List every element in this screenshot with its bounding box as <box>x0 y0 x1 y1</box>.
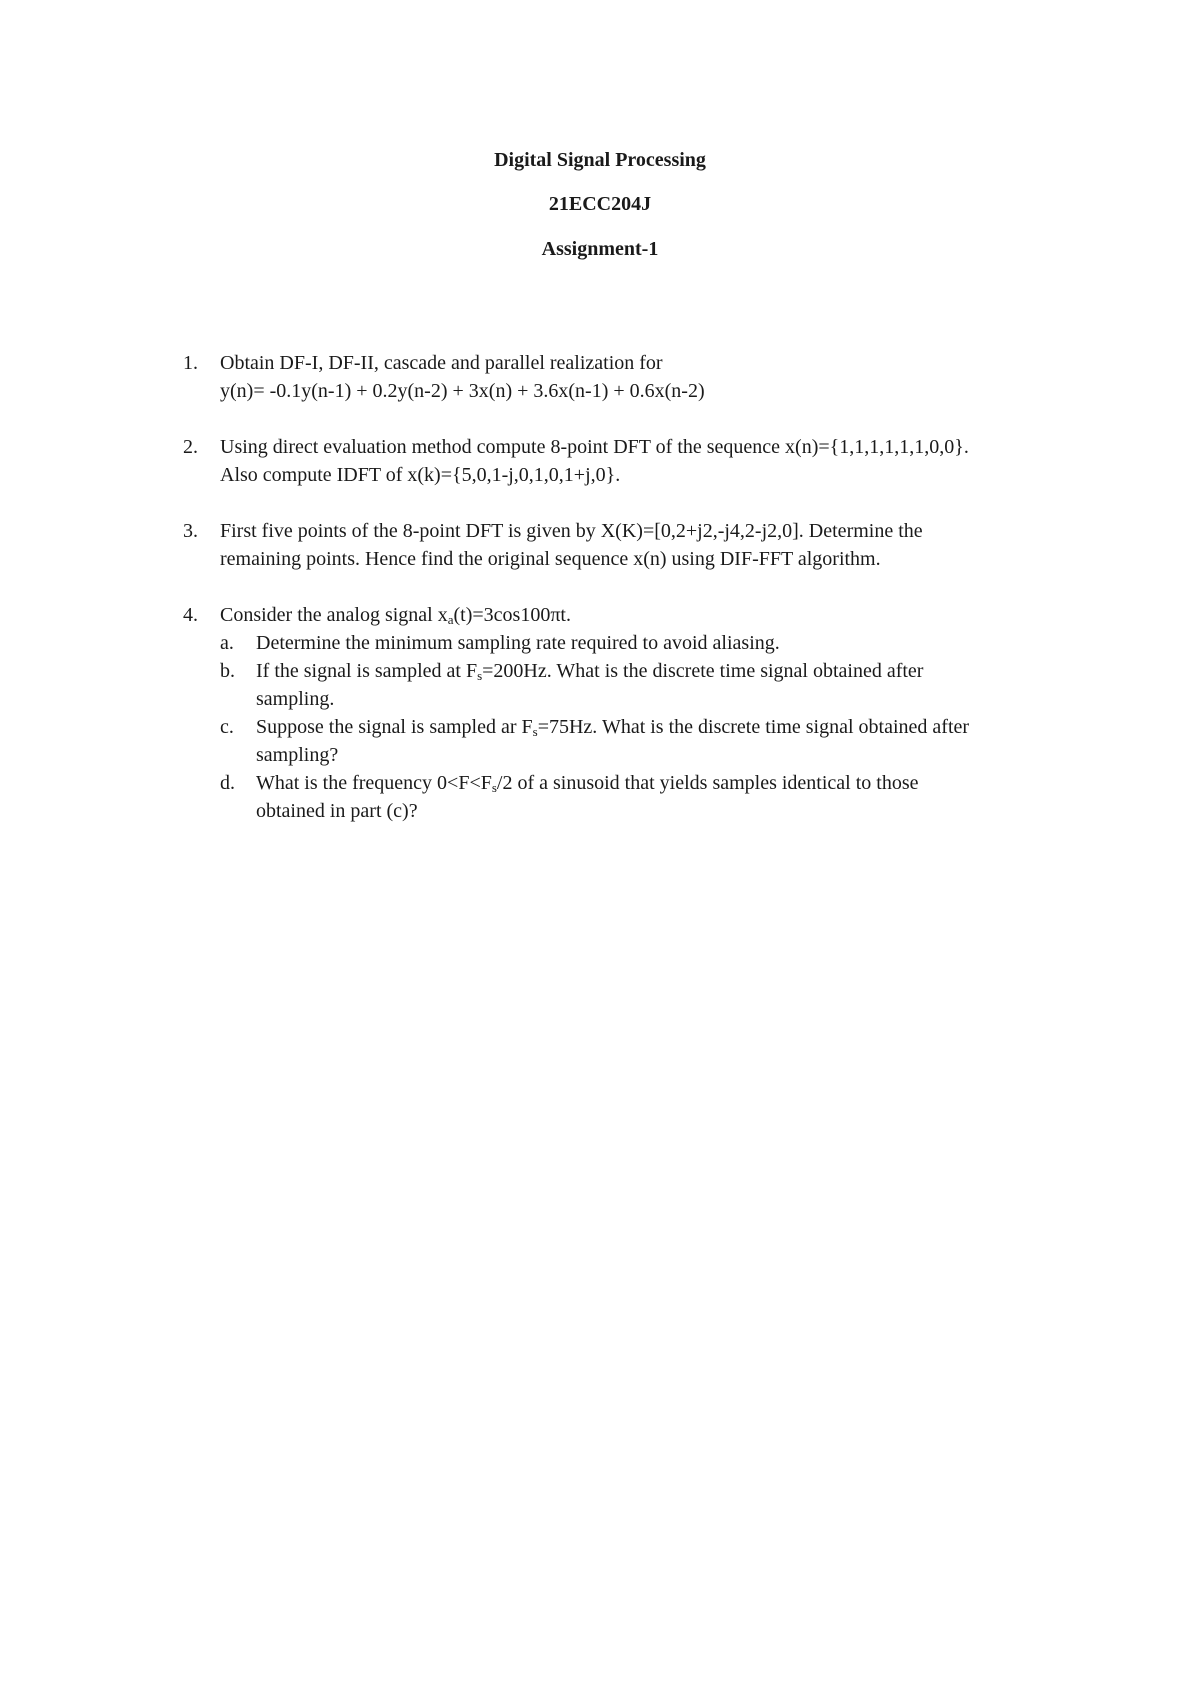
question-3-line-1: First five points of the 8-point DFT is given by X(K)=[0,2+j2,-j4,2-j2,0]. Determine the <box>220 520 923 542</box>
subpart-d-line-1: What is the frequency $0<F<F_s/2$ of a sinusoid that yields samples identical to those <box>256 772 919 795</box>
question-1-number: 1. <box>183 352 198 374</box>
subpart-c-line-2: sampling? <box>256 744 339 766</box>
subpart-c-line-1: Suppose the signal is sampled ar $F_s=75Hz$. What is the discrete time signal obtained after <box>256 716 970 739</box>
question-3-number: 3. <box>183 520 198 542</box>
course-code: 21ECC204J <box>548 193 652 215</box>
question-1-line-2: y(n)= -0.1y(n-1) + 0.2y(n-2) + 3x(n) + 3.6x(n-1) + 0.6x(n-2) <box>220 380 705 402</box>
subpart-a-line-1: Determine the minimum sampling rate required to avoid aliasing. <box>256 632 780 654</box>
question-1-line-1: Obtain DF-I, DF-II, cascade and parallel realization for <box>220 352 663 374</box>
assignment-title: Assignment-1 <box>541 238 659 260</box>
subpart-b-line-2: sampling. <box>256 688 335 710</box>
question-2-number: 2. <box>183 436 198 458</box>
subpart-b-line-1: If the signal is sampled at $F_s=200Hz$. What is the discrete time signal obtained after <box>256 660 924 683</box>
question-2-line-1: Using direct evaluation method compute 8-point DFT of the sequence x(n)={1,1,1,1,1,1,0,0}. <box>220 436 969 458</box>
question-4-intro: Consider the analog signal $x_a(t)=3\cos 100\pi t$. <box>220 604 571 627</box>
subpart-a-letter: a. <box>220 632 234 654</box>
question-2-line-2: Also compute IDFT of x(k)={5,0,1-j,0,1,0,1+j,0}. <box>220 464 621 486</box>
subpart-b-letter: b. <box>220 660 235 682</box>
subpart-c-letter: c. <box>220 716 234 738</box>
course-title: Digital Signal Processing <box>494 149 706 171</box>
subpart-d-letter: d. <box>220 772 235 794</box>
question-4-number: 4. <box>183 604 198 626</box>
subpart-d-line-2: obtained in part (c)? <box>256 800 418 822</box>
question-3-line-2: remaining points. Hence find the original sequence x(n) using DIF-FFT algorithm. <box>220 548 881 570</box>
